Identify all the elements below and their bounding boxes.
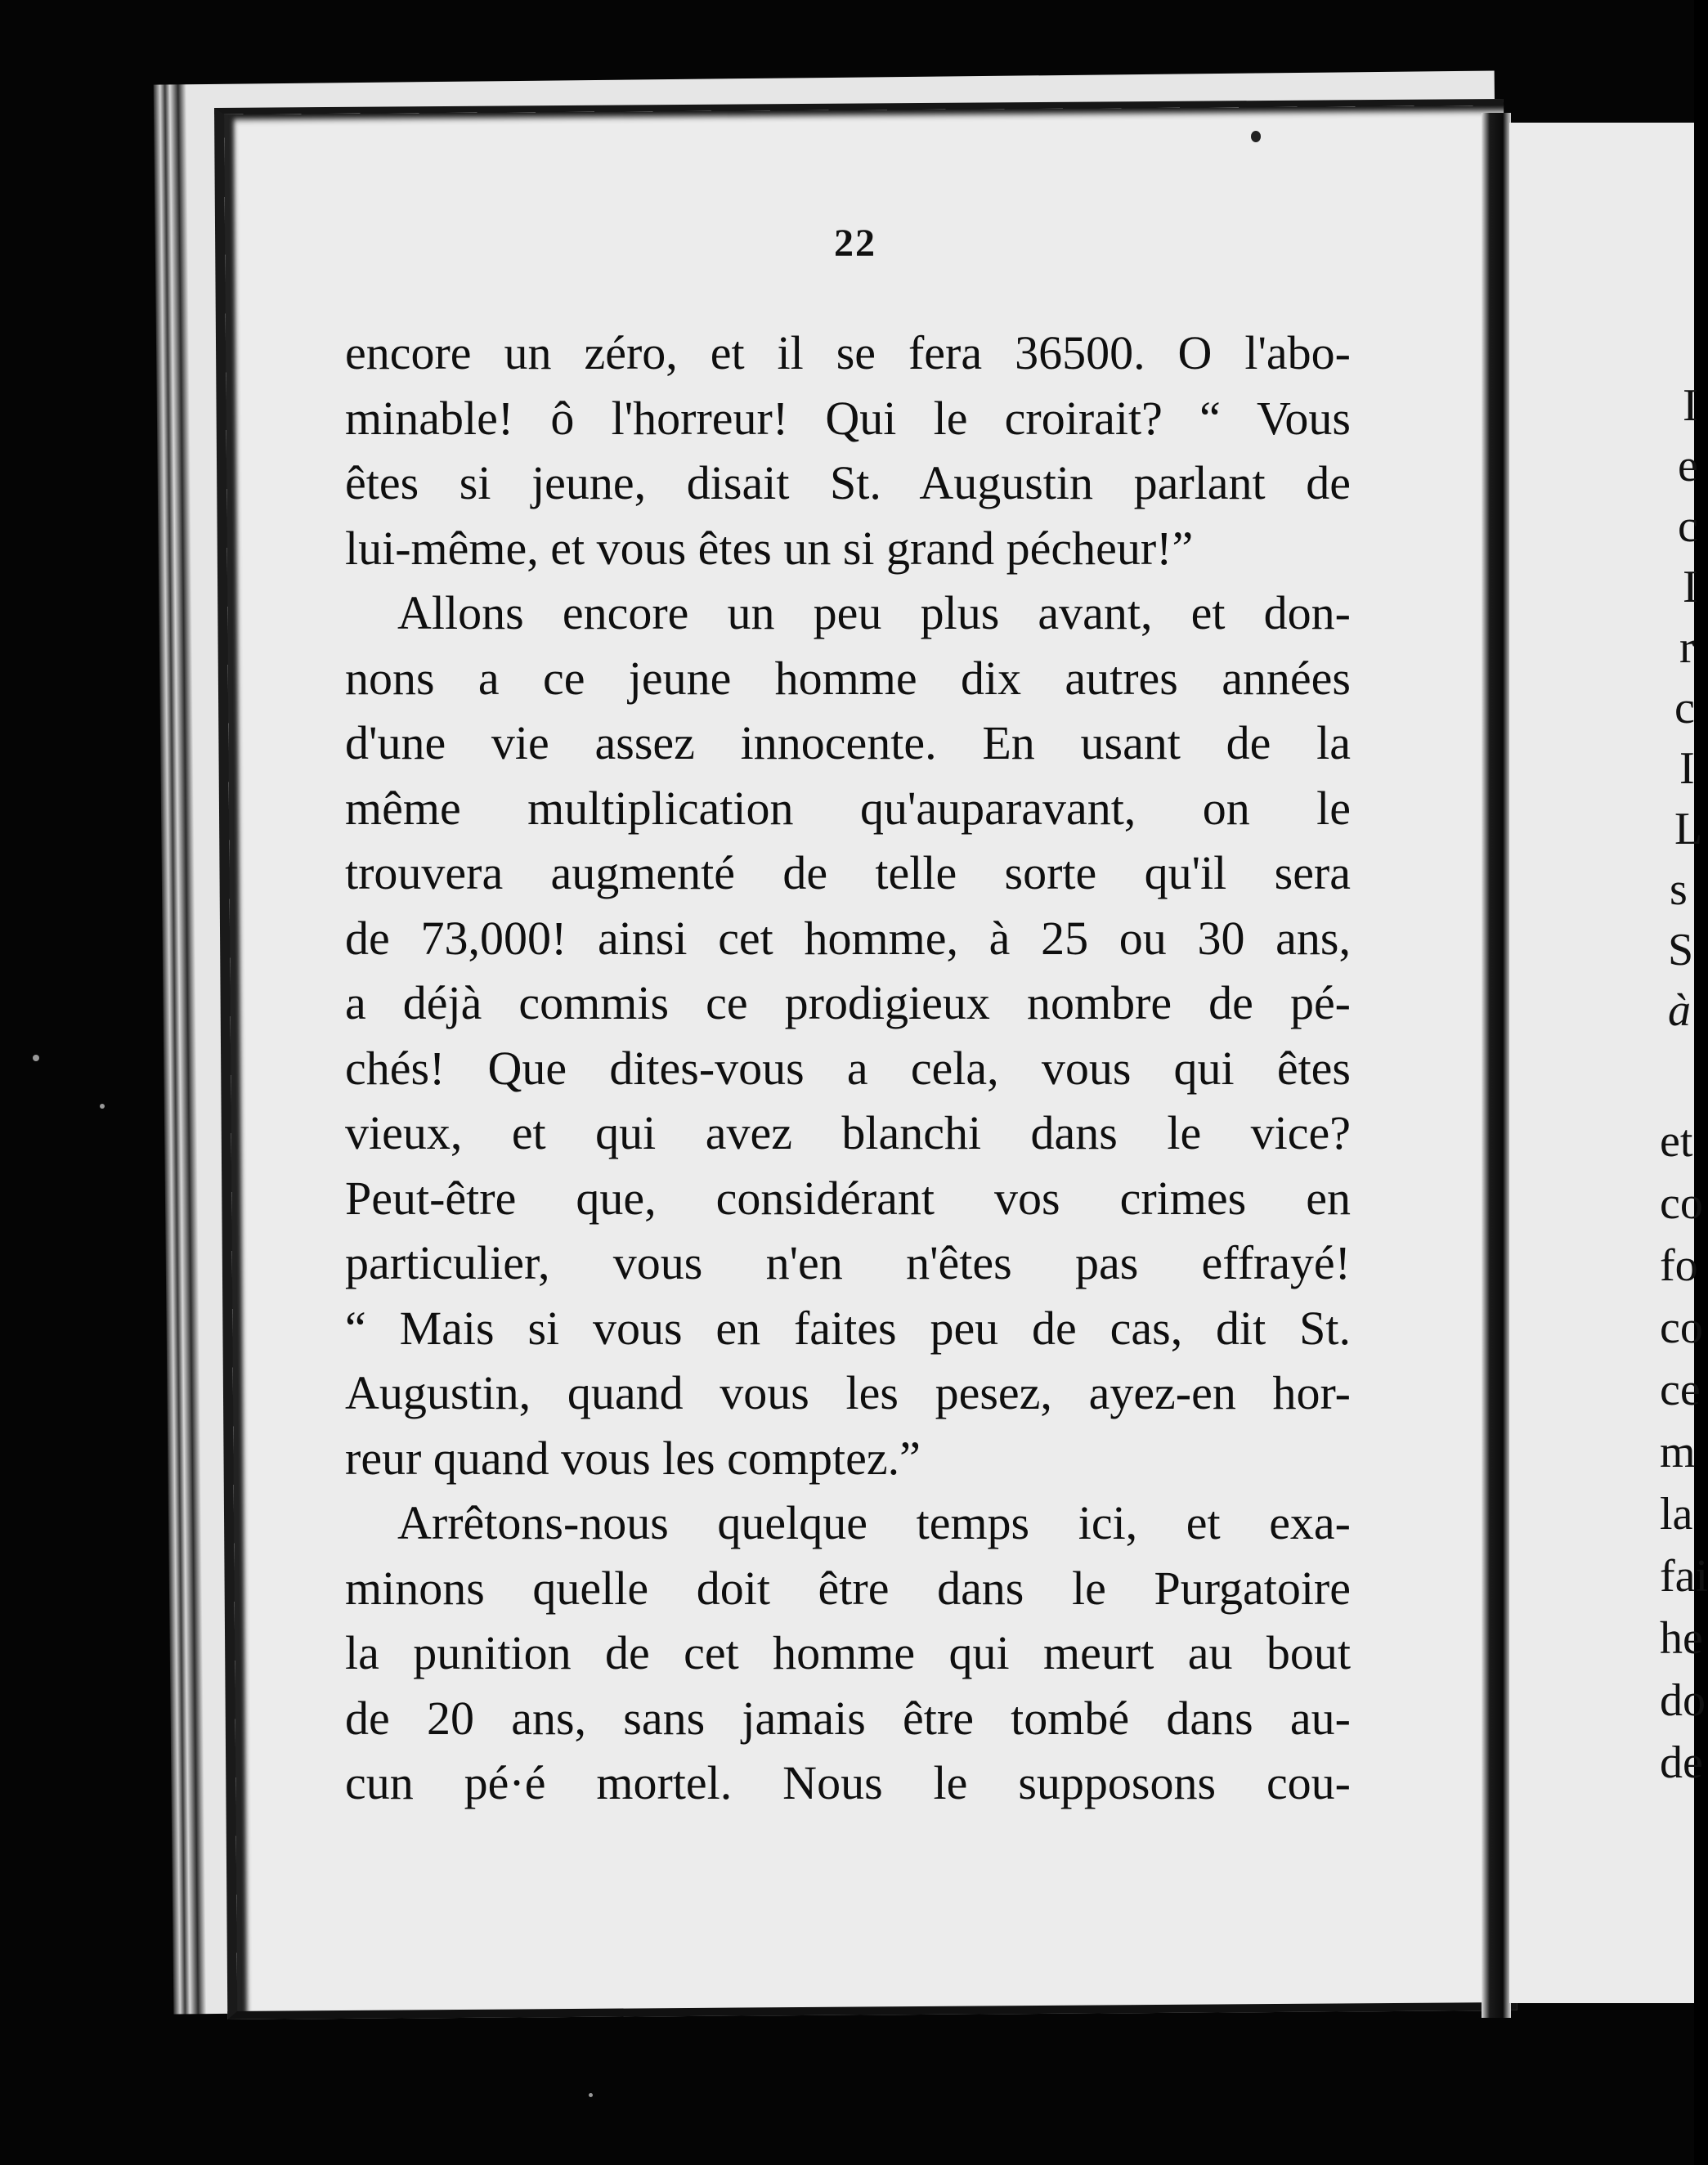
text-line: particulier, vous n'en n'êtes pas effrayé! [345,1236,1351,1289]
text-line: “ Mais si vous en faites peu de cas, dit St. [345,1301,1351,1355]
facing-fragment: et [1660,1116,1693,1167]
facing-fragment: de [1660,1737,1703,1788]
page-number: 22 [834,222,876,265]
facing-fragment: c [1674,683,1695,733]
facing-fragment: m [1660,1427,1696,1477]
text-line: de 73,000! ainsi cet homme, à 25 ou 30 ans, [345,911,1351,965]
facing-fragment: L [1674,804,1703,854]
text-line: minons quelle doit être dans le Purgatoire [345,1561,1351,1615]
text-line: Augustin, quand vous les pesez, ayez-en hor- [345,1366,1351,1419]
facing-fragment: e [1678,441,1698,491]
text-line: nons a ce jeune homme dix autres années [345,651,1351,705]
facing-fragment: I [1683,380,1698,431]
text-line: Allons encore un peu plus avant, et don- [397,586,1351,639]
text-line: chés! Que dites-vous a cela, vous qui êtes [345,1041,1351,1095]
facing-fragment: r [1679,622,1695,673]
dust-speck [589,2093,593,2097]
text-line: lui-même, et vous êtes un si grand pécheur!” [345,521,1194,575]
facing-fragment: S [1668,925,1694,975]
text-line: même multiplication qu'auparavant, on le [345,781,1351,835]
text-line: encore un zéro, et il se fera 36500. O l'abo- [345,326,1351,379]
facing-fragment: I [1679,743,1695,794]
ink-dot [1251,131,1261,142]
facing-fragment: fo [1660,1240,1698,1291]
facing-fragment: he [1660,1613,1703,1664]
facing-fragment: co [1660,1178,1703,1229]
facing-fragment: co [1660,1302,1703,1353]
facing-fragment: do [1660,1675,1706,1726]
dust-speck [33,1055,39,1061]
text-line: trouvera augmenté de telle sorte qu'il sera [345,846,1351,899]
text-line: de 20 ans, sans jamais être tombé dans au- [345,1691,1351,1745]
text-line: d'une vie assez innocente. En usant de la [345,716,1351,769]
text-line: Peut-être que, considérant vos crimes en [345,1171,1351,1225]
facing-page [1509,123,1708,2003]
book-gutter [1482,113,1511,2018]
facing-fragment: I [1683,562,1698,612]
text-line: la punition de cet homme qui meurt au bout [345,1626,1351,1679]
text-line: a déjà commis ce prodigieux nombre de pé- [345,976,1351,1029]
dust-speck [100,1104,105,1109]
text-line: cun pé·é mortel. Nous le supposons cou- [345,1756,1351,1809]
facing-fragment: s [1670,864,1688,915]
text-line: reur quand vous les comptez.” [345,1431,921,1485]
text-line: êtes si jeune, disait St. Augustin parlant de [345,456,1351,509]
page-text [345,320,1351,1816]
facing-fragment: fai [1660,1551,1708,1602]
text-line: vieux, et qui avez blanchi dans le vice? [345,1106,1351,1159]
facing-fragment: à [1668,985,1691,1036]
facing-fragment: c [1678,501,1698,552]
text-line: minable! ô l'horreur! Qui le croirait? “ Vous [345,391,1351,445]
facing-fragment: la [1660,1489,1693,1540]
text-line: Arrêtons-nous quelque temps ici, et exa- [397,1496,1351,1549]
facing-fragment: ce [1660,1365,1701,1415]
